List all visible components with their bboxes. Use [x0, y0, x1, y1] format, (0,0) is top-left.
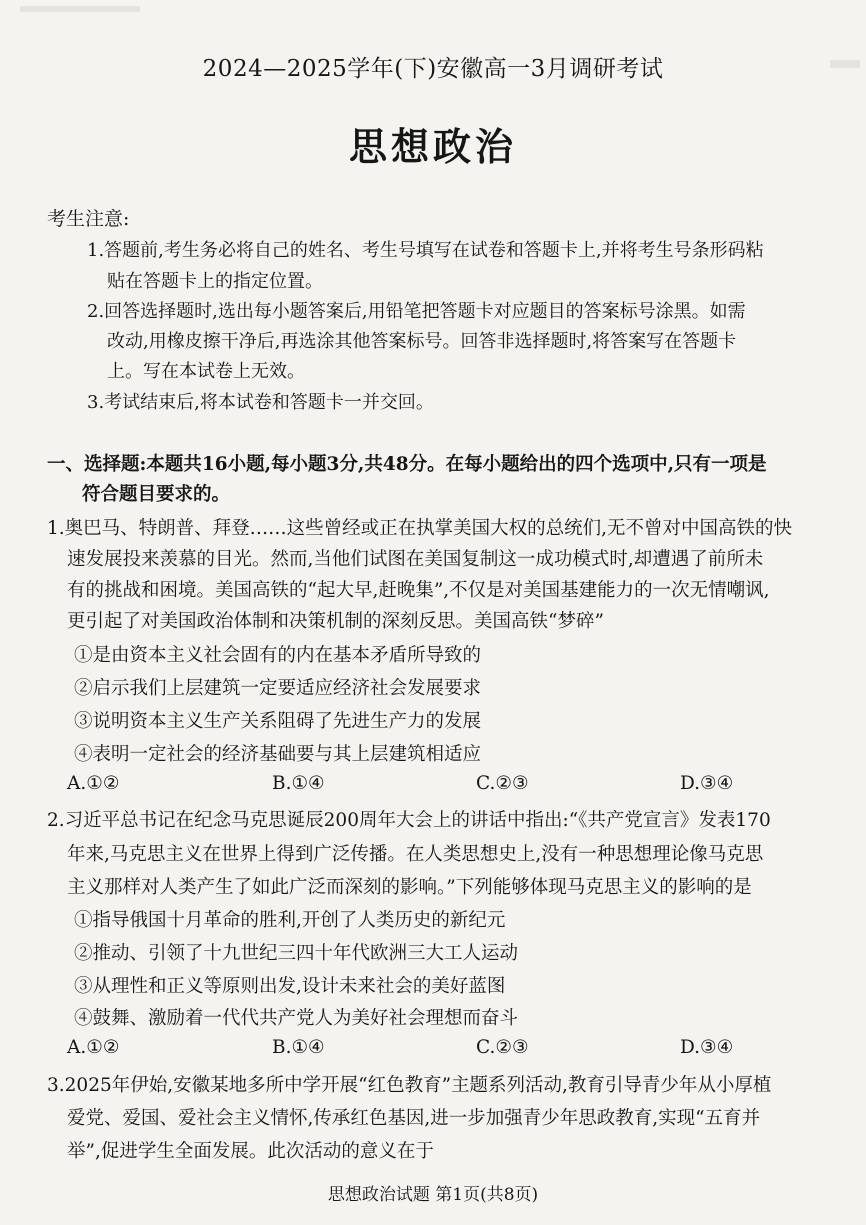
exam-title: 2024—2025学年(下)安徽高一3月调研考试 — [202, 56, 664, 82]
question-2-stem: 主义那样对人类产生了如此广泛而深刻的影响。”下列能够体现马克思主义的影响的是 — [67, 877, 752, 898]
question-3-stem: 爱党、爱国、爱社会主义情怀,传承红色基因,进一步加强青少年思政教育,实现“五育并 — [67, 1108, 761, 1129]
notice-line: 3.考试结束后,将本试卷和答题卡一并交回。 — [87, 392, 434, 413]
question-1-answer-b: B.①④ — [272, 773, 325, 794]
section-heading-cont: 符合题目要求的。 — [82, 484, 231, 505]
page-footer: 思想政治试题 第1页(共8页) — [327, 1185, 539, 1205]
question-2-option: ②推动、引领了十九世纪三四十年代欧洲三大工人运动 — [74, 943, 519, 964]
question-2-answer-a: A.①② — [67, 1037, 120, 1058]
question-2-answer-b: B.①④ — [272, 1037, 325, 1058]
question-2-stem: 2.习近平总书记在纪念马克思诞辰200周年大会上的讲话中指出:“《共产党宣言》发表170 — [47, 810, 771, 831]
question-1-option: ③说明资本主义生产关系阻碍了先进生产力的发展 — [74, 711, 482, 732]
notice-line: 1.答题前,考生务必将自己的姓名、考生号填写在试卷和答题卡上,并将考生号条形码粘 — [87, 240, 764, 261]
question-1-stem: 1.奥巴马、特朗普、拜登……这些曾经或正在执掌美国大权的总统们,无不曾对中国高铁的快 — [47, 518, 793, 539]
notice-line: 上。写在本试卷上无效。 — [107, 361, 305, 382]
question-1-option: ①是由资本主义社会固有的内在基本矛盾所导致的 — [74, 645, 482, 666]
question-1-stem: 速发展投来羡慕的目光。然而,当他们试图在美国复制这一成功模式时,却遭遇了前所未 — [67, 549, 764, 570]
notice-heading: 考生注意: — [47, 208, 130, 230]
question-2-answer-d: D.③④ — [680, 1037, 734, 1058]
question-2-option: ④鼓舞、激励着一代代共产党人为美好社会理想而奋斗 — [74, 1008, 519, 1029]
question-1-answer-c: C.②③ — [476, 773, 529, 794]
question-2-option: ③从理性和正义等原则出发,设计未来社会的美好蓝图 — [74, 976, 506, 997]
question-2-option: ①指导俄国十月革命的胜利,开创了人类历史的新纪元 — [74, 910, 506, 931]
question-1-stem: 有的挑战和困境。美国高铁的“起大早,赶晚集”,不仅是对美国基建能力的一次无情嘲讽, — [67, 580, 770, 601]
question-2-answer-c: C.②③ — [476, 1037, 529, 1058]
question-1-answer-a: A.①② — [67, 773, 120, 794]
question-2-stem: 年来,马克思主义在世界上得到广泛传播。在人类思想史上,没有一种思想理论像马克思 — [67, 844, 764, 865]
scan-bleed-mark — [20, 6, 140, 12]
question-3-stem: 举”,促进学生全面发展。此次活动的意义在于 — [67, 1141, 434, 1162]
question-1-answer-d: D.③④ — [680, 773, 734, 794]
question-3-stem: 3.2025年伊始,安徽某地多所中学开展“红色教育”主题系列活动,教育引导青少年从小厚植 — [47, 1075, 772, 1096]
question-1-option: ④表明一定社会的经济基础要与其上层建筑相适应 — [74, 744, 482, 765]
question-1-option: ②启示我们上层建筑一定要适应经济社会发展要求 — [74, 678, 482, 699]
notice-line: 贴在答题卡上的指定位置。 — [107, 271, 323, 292]
section-heading: 一、选择题:本题共16小题,每小题3分,共48分。在每小题给出的四个选项中,只有一项是 — [47, 454, 767, 475]
notice-line: 改动,用橡皮擦干净后,再选涂其他答案标号。回答非选择题时,将答案写在答题卡 — [107, 331, 737, 352]
notice-line: 2.回答选择题时,选出每小题答案后,用铅笔把答题卡对应题目的答案标号涂黑。如需 — [87, 301, 746, 322]
question-1-stem: 更引起了对美国政治体制和决策机制的深刻反思。美国高铁“梦碎” — [67, 611, 604, 632]
subject-title: 思想政治 — [348, 124, 517, 169]
